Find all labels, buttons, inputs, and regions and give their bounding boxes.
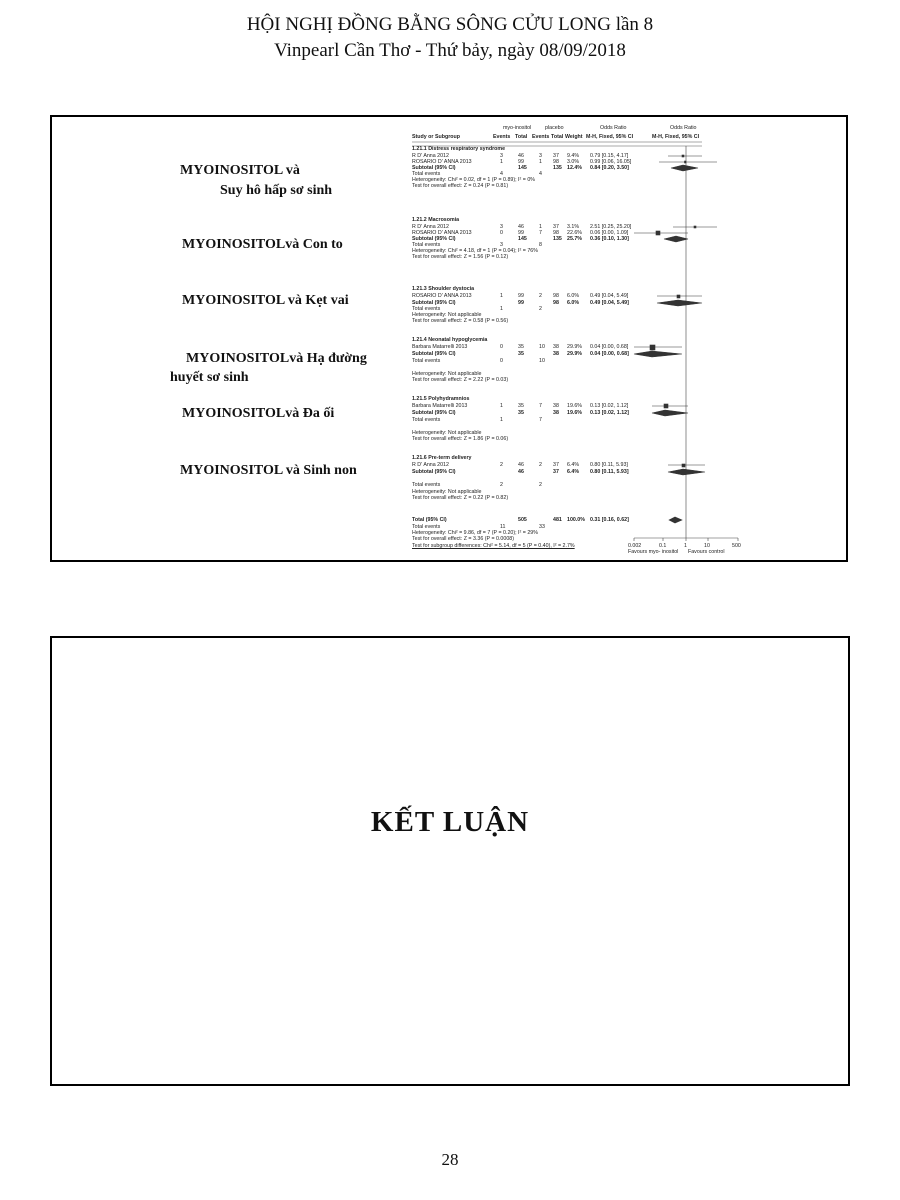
g4-sub-t1: 35	[518, 351, 524, 357]
g3-sub-or: 0.49 [0.04, 5.49]	[590, 300, 629, 306]
g1-r1-w: 9.4%	[567, 153, 580, 159]
diamond-g5	[652, 410, 688, 416]
g6-r1-e1: 2	[500, 462, 503, 468]
total-ev-2: 33	[539, 524, 545, 530]
g4-r1-study: Barbara Matarrelli 2013	[412, 344, 468, 350]
forest-plot-slide	[50, 115, 848, 562]
g1-r1-e1: 3	[500, 153, 503, 159]
g5-r1-or: 0.13 [0.02, 1.12]	[590, 403, 629, 409]
box-g2-r1	[694, 226, 696, 228]
g4-sub-t2: 38	[553, 351, 559, 357]
g6-r1-or: 0.80 [0.11, 5.93]	[590, 462, 628, 468]
tick-label-0: 0.002	[628, 543, 642, 549]
g1-sub-t2: 135	[553, 165, 562, 171]
g4-test: Test for overall effect: Z = 2.22 (P = 0.03)	[412, 377, 509, 383]
g6-sub-t2: 37	[553, 469, 559, 475]
g6-sub-or: 0.80 [0.11, 5.93]	[590, 469, 629, 475]
g5-r1-e1: 1	[500, 403, 503, 409]
total-het: Heterogeneity: Chi² = 9.86, df = 7 (P = 0.20); I² = 29%	[412, 530, 538, 536]
g5-sub-t2: 38	[553, 410, 559, 416]
label-rds-line2: Suy hô hấp sơ sinh	[220, 183, 333, 198]
g1-r2-w: 3.0%	[567, 159, 580, 165]
g1-r1-t1: 46	[518, 153, 524, 159]
favours-left: Favours myo- inositol	[628, 549, 679, 555]
g2-r1-study: R D' Anna 2012	[412, 224, 449, 230]
g4-sub-label: Subtotal (95% CI)	[412, 351, 456, 357]
diamond-g6	[668, 469, 705, 475]
g2-r2-t2: 98	[553, 230, 559, 236]
g3-het: Heterogeneity: Not applicable	[412, 312, 482, 318]
h-events-1: Events	[493, 134, 511, 140]
box-g6-r1	[682, 464, 685, 467]
g2-title: 1.21.2 Macrosomia	[412, 217, 460, 223]
label-macrosomia: MYOINOSITOLvà Con to	[182, 237, 343, 252]
g1-r1-study: R D' Anna 2012	[412, 153, 449, 159]
g2-r2-study: ROSARIO D' ANNA 2013	[412, 230, 472, 236]
g4-sub-or: 0.04 [0.00, 0.68]	[590, 351, 629, 357]
total-t2: 481	[553, 517, 562, 523]
g4-r1-t1: 35	[518, 344, 524, 350]
subgroup-test: Test for subgroup differences: Chi² = 5.14, df = 5 (P = 0.40), I² = 2.7%	[412, 543, 575, 549]
g2-r2-e1: 0	[500, 230, 503, 236]
diamond-g1	[671, 165, 698, 171]
box-g1-r2	[685, 161, 687, 163]
label-hypoglycemia-line1: MYOINOSITOLvà Hạ đường	[186, 351, 367, 366]
g3-title: 1.21.3 Shoulder dystocia	[412, 286, 475, 292]
g2-r1-w: 3.1%	[567, 224, 580, 230]
g1-sub-label: Subtotal (95% CI)	[412, 165, 456, 171]
diamond-g3	[657, 300, 702, 306]
header-line-2: Vinpearl Cần Thơ - Thứ bảy, ngày 08/09/2018	[274, 40, 626, 61]
g2-r1-e1: 3	[500, 224, 503, 230]
g2-sub-t2: 135	[553, 236, 562, 242]
g1-r1-t2: 37	[553, 153, 559, 159]
g3-r1-or: 0.49 [0.04, 5.49]	[590, 293, 629, 299]
g5-r1-t1: 35	[518, 403, 524, 409]
favours-right: Favours control	[688, 549, 725, 555]
g1-ev-label: Total events	[412, 171, 441, 177]
total-test: Test for overall effect: Z = 3.36 (P = 0.0008)	[412, 536, 514, 542]
g6-title: 1.21.6 Pre-term delivery	[412, 455, 472, 461]
g3-ev-2: 2	[539, 306, 542, 312]
g2-r1-e2: 1	[539, 224, 542, 230]
g4-title: 1.21.4 Neonatal hypoglycemia	[412, 337, 488, 343]
diamond-g4	[634, 351, 682, 357]
g3-sub-label: Subtotal (95% CI)	[412, 300, 456, 306]
h-total-1: Total	[515, 134, 528, 140]
conclusion-title: KẾT LUẬN	[370, 806, 530, 838]
label-rds-line1: MYOINOSITOL và	[180, 163, 300, 178]
g2-sub-w: 25.7%	[567, 236, 583, 242]
box-g5-r1	[664, 404, 668, 408]
g2-r2-or: 0.06 [0.00, 1.09]	[590, 230, 629, 236]
total-t1: 505	[518, 517, 527, 523]
tick-label-4: 500	[732, 543, 741, 549]
g1-r2-t1: 99	[518, 159, 524, 165]
g3-sub-t1: 99	[518, 300, 524, 306]
g1-sub-t1: 145	[518, 165, 527, 171]
g1-sub-or: 0.84 [0.20, 3.50]	[590, 165, 629, 171]
g1-r2-or: 0.99 [0.06, 16.05]	[590, 159, 632, 165]
g5-r1-t2: 38	[553, 403, 559, 409]
tick-label-3: 10	[704, 543, 710, 549]
g6-ev-label: Total events	[412, 482, 441, 488]
g1-r2-e2: 1	[539, 159, 542, 165]
g6-test: Test for overall effect: Z = 0.22 (P = 0.82)	[412, 495, 509, 501]
g1-test: Test for overall effect: Z = 0.24 (P = 0.81)	[412, 183, 509, 189]
conference-header	[0, 12, 900, 64]
g6-het: Heterogeneity: Not applicable	[412, 489, 482, 495]
g1-sub-w: 12.4%	[567, 165, 583, 171]
g5-r1-w: 19.6%	[567, 403, 583, 409]
g4-ev-1: 0	[500, 358, 503, 364]
g5-sub-w: 19.6%	[567, 410, 583, 416]
label-hypoglycemia-line2: huyết sơ sinh	[170, 370, 249, 385]
g5-sub-or: 0.13 [0.02, 1.12]	[590, 410, 629, 416]
g3-r1-study: ROSARIO D' ANNA 2013	[412, 293, 472, 299]
g2-r1-t2: 37	[553, 224, 559, 230]
g2-r1-t1: 46	[518, 224, 524, 230]
total-ev-1: 11	[500, 524, 506, 530]
g6-r1-study: R D' Anna 2012	[412, 462, 449, 468]
g6-ev-2: 2	[539, 482, 542, 488]
g5-sub-label: Subtotal (95% CI)	[412, 410, 456, 416]
g4-r1-e1: 0	[500, 344, 503, 350]
h-events-2: Events	[532, 134, 550, 140]
g1-r1-or: 0.79 [0.15, 4.17]	[590, 153, 629, 159]
total-w: 100.0%	[567, 517, 585, 523]
col-myo-inositol: myo-inositol	[503, 125, 532, 131]
g2-sub-or: 0.36 [0.10, 1.30]	[590, 236, 629, 242]
g5-ev-label: Total events	[412, 417, 441, 423]
study-markers	[634, 155, 717, 523]
box-g4-r1	[650, 345, 655, 350]
g3-ev-1: 1	[500, 306, 503, 312]
g4-r1-or: 0.04 [0.00, 0.68]	[590, 344, 629, 350]
box-g3-r1	[677, 295, 680, 298]
h-method-plot: M-H, Fixed, 95% CI	[652, 134, 700, 140]
label-polyhydramnios: MYOINOSITOLvà Đa ối	[182, 406, 335, 421]
g1-title: 1.21.1 Distress respiratory syndrome	[412, 146, 506, 152]
box-g1-r1	[682, 155, 684, 157]
g6-sub-t1: 46	[518, 469, 524, 475]
tick-label-2: 1	[684, 543, 687, 549]
g5-het: Heterogeneity: Not applicable	[412, 430, 482, 436]
g2-r2-t1: 99	[518, 230, 524, 236]
col-placebo: placebo	[545, 125, 564, 131]
forest-plot	[412, 125, 842, 557]
label-preterm: MYOINOSITOL và Sinh non	[180, 463, 357, 478]
g1-r2-study: ROSARIO D' ANNA 2013	[412, 159, 472, 165]
g3-test: Test for overall effect: Z = 0.58 (P = 0.56)	[412, 318, 509, 324]
page-number: 28	[441, 1150, 459, 1169]
g6-ev-1: 2	[500, 482, 503, 488]
g6-sub-w: 6.4%	[567, 469, 580, 475]
header-line-1: HỘI NGHỊ ĐỒNG BẰNG SÔNG CỬU LONG lần 8	[246, 14, 654, 35]
g1-ev-1: 4	[500, 171, 503, 177]
g4-r1-t2: 38	[553, 344, 559, 350]
g2-test: Test for overall effect: Z = 1.56 (P = 0.12)	[412, 254, 509, 260]
h-weight: Weight	[565, 134, 583, 140]
g3-r1-e1: 1	[500, 293, 503, 299]
g4-ev-2: 10	[539, 358, 545, 364]
g6-r1-t2: 37	[553, 462, 559, 468]
g2-r2-w: 22.6%	[567, 230, 583, 236]
col-odds-ratio-plot: Odds Ratio	[670, 125, 697, 131]
g3-sub-t2: 98	[553, 300, 559, 306]
g1-het: Heterogeneity: Chi² = 0.02, df = 1 (P = 0.89); I² = 0%	[412, 177, 535, 183]
g6-sub-label: Subtotal (95% CI)	[412, 469, 456, 475]
g5-sub-t1: 35	[518, 410, 524, 416]
g2-r1-or: 2.51 [0.25, 25.20]	[590, 224, 632, 230]
g2-ev-label: Total events	[412, 242, 441, 248]
g6-r1-e2: 2	[539, 462, 542, 468]
g3-r1-w: 6.0%	[567, 293, 580, 299]
g4-het: Heterogeneity: Not applicable	[412, 371, 482, 377]
diamond-total	[669, 517, 682, 523]
g2-het: Heterogeneity: Chi² = 4.18, df = 1 (P = 0.04); I² = 76%	[412, 248, 538, 254]
g5-r1-e2: 7	[539, 403, 542, 409]
g3-ev-label: Total events	[412, 306, 441, 312]
g4-r1-w: 29.9%	[567, 344, 583, 350]
g5-ev-1: 1	[500, 417, 503, 423]
g1-r2-e1: 1	[500, 159, 503, 165]
g1-ev-2: 4	[539, 171, 542, 177]
g1-r1-e2: 3	[539, 153, 542, 159]
g6-r1-w: 6.4%	[567, 462, 580, 468]
h-method: M-H, Fixed, 95% CI	[586, 134, 634, 140]
axis	[634, 538, 738, 541]
tick-label-1: 0.1	[659, 543, 667, 549]
label-shoulder-dystocia: MYOINOSITOL và Kẹt vai	[182, 293, 349, 308]
col-odds-ratio: Odds Ratio	[600, 125, 627, 131]
g4-r1-e2: 10	[539, 344, 545, 350]
total-label: Total (95% CI)	[412, 517, 447, 523]
g5-ev-2: 7	[539, 417, 542, 423]
g3-r1-t1: 99	[518, 293, 524, 299]
total-or: 0.31 [0.16, 0.62]	[590, 517, 629, 523]
g2-sub-t1: 145	[518, 236, 527, 242]
g2-ev-2: 8	[539, 242, 542, 248]
h-total-2: Total	[551, 134, 564, 140]
g2-r2-e2: 7	[539, 230, 542, 236]
g2-sub-label: Subtotal (95% CI)	[412, 236, 456, 242]
total-ev-label: Total events	[412, 524, 441, 530]
g3-sub-w: 6.0%	[567, 300, 580, 306]
g2-ev-1: 3	[500, 242, 503, 248]
g3-r1-t2: 98	[553, 293, 559, 299]
g1-r2-t2: 98	[553, 159, 559, 165]
box-g2-r2	[656, 231, 660, 235]
g4-sub-w: 29.9%	[567, 351, 583, 357]
g3-r1-e2: 2	[539, 293, 542, 299]
h-study: Study or Subgroup	[412, 134, 460, 140]
g6-r1-t1: 46	[518, 462, 524, 468]
g5-test: Test for overall effect: Z = 1.86 (P = 0.06)	[412, 436, 509, 442]
g5-title: 1.21.5 Polyhydramnios	[412, 396, 470, 402]
diamond-g2	[664, 236, 688, 242]
g5-r1-study: Barbara Matarrelli 2013	[412, 403, 468, 409]
conclusion-slide	[50, 636, 850, 1086]
g4-ev-label: Total events	[412, 358, 441, 364]
